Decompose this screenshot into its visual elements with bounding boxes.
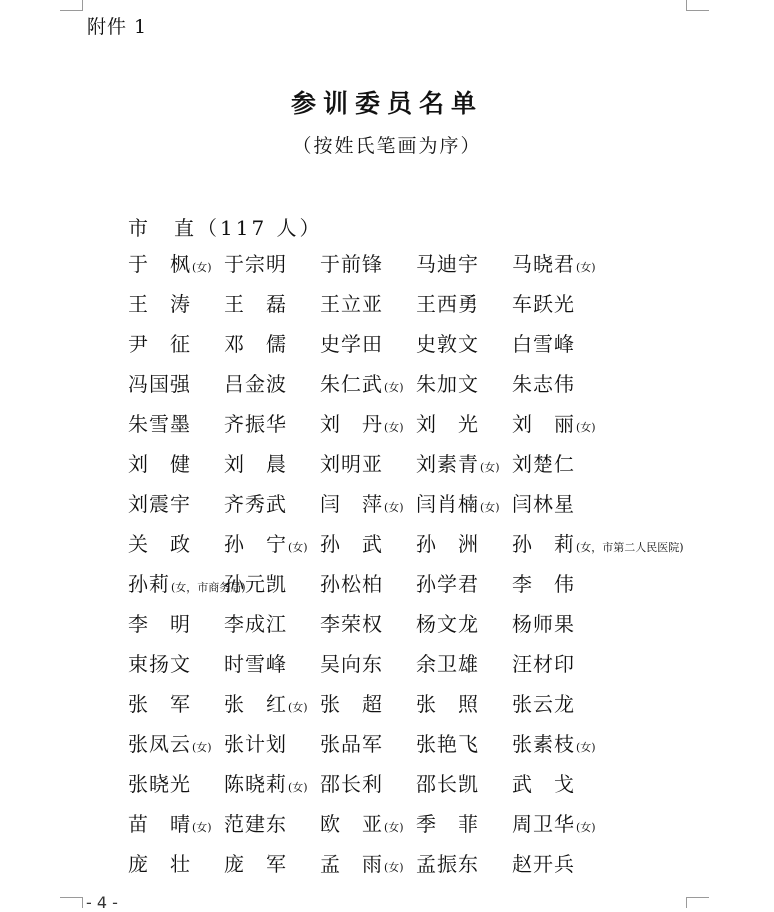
member-name: 马晓君 (512, 252, 575, 276)
member-row (128, 569, 688, 609)
member-name: 苗 晴 (128, 812, 191, 836)
member-entry (320, 289, 383, 329)
member-entry (320, 849, 404, 889)
member-entry (224, 369, 287, 409)
member-name: 武 戈 (512, 772, 575, 796)
member-name: 范建东 (224, 812, 287, 836)
member-name: 刘 光 (416, 412, 479, 436)
member-name: 刘 丹 (320, 412, 383, 436)
member-entry (512, 849, 575, 889)
member-note: (女) (288, 701, 308, 714)
member-note: (女) (384, 381, 404, 394)
member-entry (512, 609, 575, 649)
member-entry (320, 329, 383, 369)
member-name: 欧 亚 (320, 812, 383, 836)
member-note: (女) (384, 861, 404, 874)
member-name: 朱志伟 (512, 372, 575, 396)
member-entry (224, 649, 287, 689)
member-name: 邓 儒 (224, 332, 287, 356)
member-entry (224, 289, 287, 329)
member-note: (女) (288, 541, 308, 554)
member-note: (女) (576, 821, 596, 834)
member-entry (224, 809, 287, 849)
member-entry (224, 569, 287, 609)
member-row (128, 849, 688, 889)
member-note: (女，市第二人民医院) (576, 541, 684, 554)
member-name: 冯国强 (128, 372, 191, 396)
member-entry (512, 569, 575, 609)
member-name: 时雪峰 (224, 652, 287, 676)
member-entry (320, 809, 404, 849)
member-note: (女) (288, 781, 308, 794)
member-name: 刘 健 (128, 452, 191, 476)
member-entry (512, 369, 575, 409)
member-entry (320, 409, 404, 449)
member-entry (128, 809, 212, 849)
member-entry (416, 769, 479, 809)
member-note: (女) (192, 261, 212, 274)
member-name: 于前锋 (320, 252, 383, 276)
member-entry (416, 329, 479, 369)
member-name: 关 政 (128, 532, 191, 556)
member-name: 齐振华 (224, 412, 287, 436)
member-name: 庞 军 (224, 852, 287, 876)
member-note: (女) (576, 421, 596, 434)
member-note: (女) (384, 421, 404, 434)
member-entry (512, 649, 575, 689)
member-row (128, 449, 688, 489)
member-entry (416, 529, 479, 569)
member-name: 白雪峰 (512, 332, 575, 356)
member-name: 李 伟 (512, 572, 575, 596)
member-entry (416, 449, 500, 489)
member-entry (416, 569, 479, 609)
member-list (128, 249, 688, 889)
member-name: 张凤云 (128, 732, 191, 756)
member-name: 李 明 (128, 612, 191, 636)
member-name: 张 红 (224, 692, 287, 716)
member-row (128, 489, 688, 529)
member-note: (女) (192, 821, 212, 834)
member-entry (128, 609, 191, 649)
member-entry (512, 449, 575, 489)
member-entry (128, 409, 191, 449)
member-entry (224, 609, 287, 649)
member-row (128, 329, 688, 369)
member-name: 孙学君 (416, 572, 479, 596)
member-name: 齐秀武 (224, 492, 287, 516)
attachment-label: 附件 1 (87, 16, 148, 38)
member-name: 王 涛 (128, 292, 191, 316)
member-entry (224, 689, 308, 729)
member-name: 朱加文 (416, 372, 479, 396)
page-subtitle: （按姓氏笔画为序） (292, 135, 482, 157)
member-row (128, 809, 688, 849)
member-name: 邵长利 (320, 772, 383, 796)
member-name: 朱雪墨 (128, 412, 191, 436)
member-name: 杨文龙 (416, 612, 479, 636)
member-name: 张 照 (416, 692, 479, 716)
member-name: 孙松柏 (320, 572, 383, 596)
member-entry (512, 689, 575, 729)
member-row (128, 369, 688, 409)
member-name: 尹 征 (128, 332, 191, 356)
member-entry (320, 369, 404, 409)
section-heading: 市 直（117 人） (128, 216, 323, 240)
member-entry (320, 769, 383, 809)
member-entry (224, 729, 287, 769)
member-entry (224, 489, 287, 529)
member-name: 刘素青 (416, 452, 479, 476)
member-name: 张 超 (320, 692, 383, 716)
member-entry (224, 409, 287, 449)
member-entry (128, 729, 212, 769)
member-note: (女) (480, 501, 500, 514)
member-entry (128, 329, 191, 369)
member-name: 孟 雨 (320, 852, 383, 876)
member-row (128, 649, 688, 689)
member-entry (224, 249, 287, 289)
member-name: 刘明亚 (320, 452, 383, 476)
member-row (128, 689, 688, 729)
member-entry (224, 449, 287, 489)
member-entry (512, 409, 596, 449)
member-entry (224, 769, 308, 809)
member-name: 李荣权 (320, 612, 383, 636)
member-entry (128, 649, 191, 689)
member-name: 孙 宁 (224, 532, 287, 556)
member-name: 吴向东 (320, 652, 383, 676)
member-row (128, 729, 688, 769)
member-name: 陈晓莉 (224, 772, 287, 796)
member-entry (416, 409, 479, 449)
member-name: 张艳飞 (416, 732, 479, 756)
member-entry (512, 289, 575, 329)
crop-mark-bottom-left (60, 897, 83, 908)
member-name: 史学田 (320, 332, 383, 356)
member-name: 庞 壮 (128, 852, 191, 876)
page-number: - 4 - (86, 893, 118, 912)
member-entry (128, 249, 212, 289)
member-entry (128, 849, 191, 889)
member-name: 张 军 (128, 692, 191, 716)
member-entry (512, 809, 596, 849)
member-name: 于 枫 (128, 252, 191, 276)
crop-mark-bottom-right (686, 897, 709, 908)
member-entry (128, 689, 191, 729)
member-name: 史敦文 (416, 332, 479, 356)
member-note: (女) (384, 821, 404, 834)
member-entry (320, 609, 383, 649)
member-entry (416, 689, 479, 729)
member-name: 汪材印 (512, 652, 575, 676)
member-name: 王立亚 (320, 292, 383, 316)
member-name: 马迪宇 (416, 252, 479, 276)
member-row (128, 289, 688, 329)
member-entry (512, 249, 596, 289)
member-entry (320, 569, 383, 609)
member-name: 刘震宇 (128, 492, 191, 516)
member-note: (女) (384, 501, 404, 514)
page-title: 参训委员名单 (290, 89, 483, 118)
crop-mark-top-right (686, 0, 709, 11)
member-name: 王 磊 (224, 292, 287, 316)
member-entry (128, 489, 191, 529)
member-row (128, 609, 688, 649)
member-entry (512, 329, 575, 369)
member-name: 闫 萍 (320, 492, 383, 516)
member-entry (128, 529, 191, 569)
member-entry (416, 809, 479, 849)
member-name: 闫林星 (512, 492, 575, 516)
member-entry (416, 369, 479, 409)
member-entry (416, 609, 479, 649)
member-entry (416, 729, 479, 769)
member-entry (128, 289, 191, 329)
member-name: 刘 晨 (224, 452, 287, 476)
member-name: 李成江 (224, 612, 287, 636)
member-note: (女，市商务局) (171, 581, 246, 594)
member-name: 孙元凯 (224, 572, 287, 596)
member-entry (416, 649, 479, 689)
member-entry (512, 529, 684, 569)
member-entry (320, 529, 383, 569)
member-name: 车跃光 (512, 292, 575, 316)
member-name: 余卫雄 (416, 652, 479, 676)
member-name: 孙 莉 (512, 532, 575, 556)
member-entry (416, 849, 479, 889)
member-name: 王西勇 (416, 292, 479, 316)
member-name: 杨师果 (512, 612, 575, 636)
member-name: 孟振东 (416, 852, 479, 876)
member-name: 孙 洲 (416, 532, 479, 556)
member-name: 张素枝 (512, 732, 575, 756)
member-name: 于宗明 (224, 252, 287, 276)
member-row (128, 769, 688, 809)
member-name: 孙莉 (128, 572, 170, 596)
member-entry (512, 769, 575, 809)
member-note: (女) (576, 741, 596, 754)
member-entry (224, 329, 287, 369)
member-name: 季 菲 (416, 812, 479, 836)
member-name: 张品军 (320, 732, 383, 756)
crop-mark-top-left (60, 0, 83, 11)
member-entry (320, 249, 383, 289)
member-entry (320, 649, 383, 689)
member-name: 刘楚仁 (512, 452, 575, 476)
member-note: (女) (192, 741, 212, 754)
member-name: 张晓光 (128, 772, 191, 796)
member-name: 束扬文 (128, 652, 191, 676)
member-entry (320, 729, 383, 769)
member-entry (512, 729, 596, 769)
member-entry (320, 449, 383, 489)
member-name: 吕金波 (224, 372, 287, 396)
member-note: (女) (480, 461, 500, 474)
member-entry (128, 769, 191, 809)
member-name: 朱仁武 (320, 372, 383, 396)
member-entry (128, 449, 191, 489)
member-name: 周卫华 (512, 812, 575, 836)
member-entry (416, 249, 479, 289)
member-name: 闫肖楠 (416, 492, 479, 516)
member-entry (320, 489, 404, 529)
member-entry (512, 489, 575, 529)
member-row (128, 409, 688, 449)
member-name: 张云龙 (512, 692, 575, 716)
member-entry (320, 689, 383, 729)
member-name: 张计划 (224, 732, 287, 756)
member-entry (416, 289, 479, 329)
member-row (128, 529, 688, 569)
member-entry (224, 849, 287, 889)
member-entry (128, 369, 191, 409)
member-name: 刘 丽 (512, 412, 575, 436)
member-name: 邵长凯 (416, 772, 479, 796)
member-name: 赵开兵 (512, 852, 575, 876)
member-note: (女) (576, 261, 596, 274)
member-row (128, 249, 688, 289)
member-entry (416, 489, 500, 529)
member-name: 孙 武 (320, 532, 383, 556)
member-entry (224, 529, 308, 569)
